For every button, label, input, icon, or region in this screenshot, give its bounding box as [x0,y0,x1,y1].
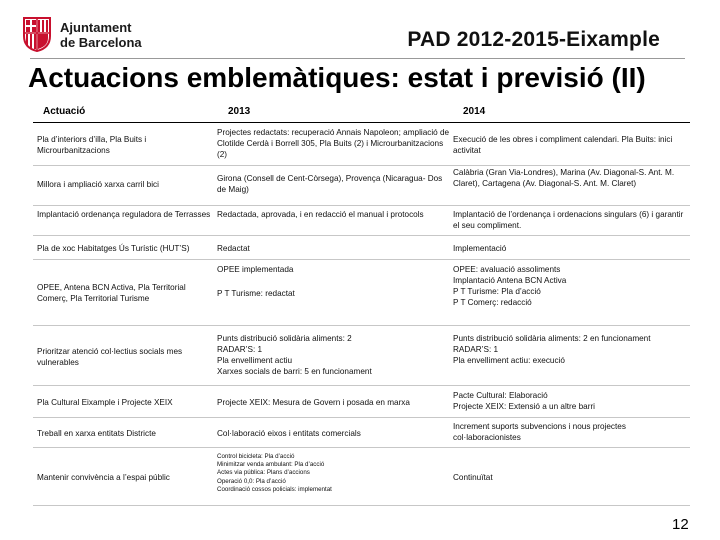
cell-2013 [217,264,451,299]
cell-actuacio: Prioritzar atenció col·lectius socials mes vulnerables [37,347,183,367]
page-number: 12 [672,516,689,533]
cell-2013 [217,333,451,377]
document-title: PAD 2012-2015-Eixample [407,28,660,51]
cell-line: RADAR’S: 1 [217,345,263,354]
page-heading: Actuacions emblemàtiques: estat i previsió (II) [28,62,646,93]
cell-line: RADAR’S: 1 [453,345,499,354]
cell-line: Punts distribució solidària aliments: 2 en funcionament [453,334,651,343]
table-row [33,418,690,448]
header-divider [33,122,690,123]
cell-line: Coordinació cossos policials: implementat [217,485,332,493]
cell-line: Pacte Cultural: Elaboració [453,391,548,400]
cell-line: Projecte XEIX: Extensió a un altre barri [453,402,595,411]
cell-2013: Projectes redactats: recuperació Annais Napoleon; ampliació de Clotilde Cerdà i Borrell 305, Pla Buits (2) i Microurbanitzacions (2) [217,128,450,159]
cell-line: Minimitzar venda ambulant: Pla d’acció [217,461,325,469]
barcelona-shield-icon [22,16,52,52]
cell-2014: Continuïtat [453,473,493,482]
logo-line-2: de Barcelona [60,35,142,50]
table-row [33,386,690,418]
cell-2013: Projecte XEIX: Mesura de Govern i posada en marxa [217,398,410,407]
ajuntament-logo [22,14,142,54]
cell-2014: Calàbria (Gran Via-Londres), Marina (Av. Diagonal-S. Ant. M. Claret), Cartagena (Av. Diagonal-S. Ant. M. Claret) [453,168,675,188]
table-row [33,326,690,386]
cell-line: Pla envelliment actiu: execució [453,356,565,365]
table-row [33,448,690,506]
cell-actuacio: Millora i ampliació xarxa carril bici [37,180,159,189]
table-row [33,124,690,166]
cell-line: Xarxes socials de barri: 5 en funcionament [217,367,372,376]
title-divider [30,58,685,59]
cell-2013: Girona (Consell de Cent-Còrsega), Provença (Nicaragua- Dos de Maig) [217,174,443,194]
table-row [33,206,690,236]
cell-line: Control bicicleta: Pla d’acció [217,453,295,460]
cell-2014: Implantació de l’ordenança i ordenacions singulars (6) i garantir el seu compliment. [453,210,684,230]
table-row [33,236,690,260]
cell-2013: Redactat [217,244,250,253]
cell-line: Implantació Antena BCN Activa [453,276,567,285]
column-header-2013: 2013 [228,106,251,117]
cell-line: Pla envelliment actiu [217,356,293,365]
cell-2014: Increment suports subvencions i nous projectes col·laboracionistes [453,422,626,442]
cell-actuacio: Pla d’interiors d’illa, Pla Buits i Microurbanitzacions [37,135,147,155]
column-header-actuacio: Actuació [43,106,86,117]
cell-line: Punts distribució solidària aliments: 2 [217,334,352,343]
cell-actuacio: Treball en xarxa entitats Districte [37,429,156,438]
cell-2014 [453,264,689,308]
cell-actuacio: Pla de xoc Habitatges Ús Turístic (HUT’S) [37,244,190,253]
cell-line: OPEE implementada [217,265,294,274]
cell-actuacio: Pla Cultural Eixample i Projecte XEIX [37,398,173,407]
column-header-2014: 2014 [463,106,486,117]
cell-2014 [453,333,689,366]
cell-line: P T Turisme: Pla d’acció [453,287,541,296]
logo-line-1: Ajuntament [60,20,132,35]
cell-actuacio: Mantenir convivència a l’espai públic [37,473,170,482]
cell-line: P T Turisme: redactat [217,289,295,298]
cell-2014 [453,390,689,412]
cell-actuacio: OPEE, Antena BCN Activa, Pla Territorial Comerç, Pla Territorial Turisme [37,283,186,303]
cell-2013: Col·laboració eixos i entitats comercials [217,429,361,438]
cell-line: P T Comerç: redacció [453,298,532,307]
cell-2014: Execució de les obres i compliment calendari. Pla Buits: inici activitat [453,135,673,155]
cell-2013 [217,453,451,494]
table-row [33,166,690,206]
cell-line: OPEE: avaluació assoliments [453,265,561,274]
row-divider [33,505,690,506]
cell-2013: Redactada, aprovada, i en redacció el manual i protocols [217,210,424,219]
cell-actuacio: Implantació ordenança reguladora de Terrasses [37,210,211,219]
cell-2014: Implementació [453,244,507,253]
cell-line: Operació 0,0: Pla d’acció [217,477,286,485]
cell-line: Actes via pública: Plans d’accions [217,469,310,477]
table-row [33,260,690,326]
